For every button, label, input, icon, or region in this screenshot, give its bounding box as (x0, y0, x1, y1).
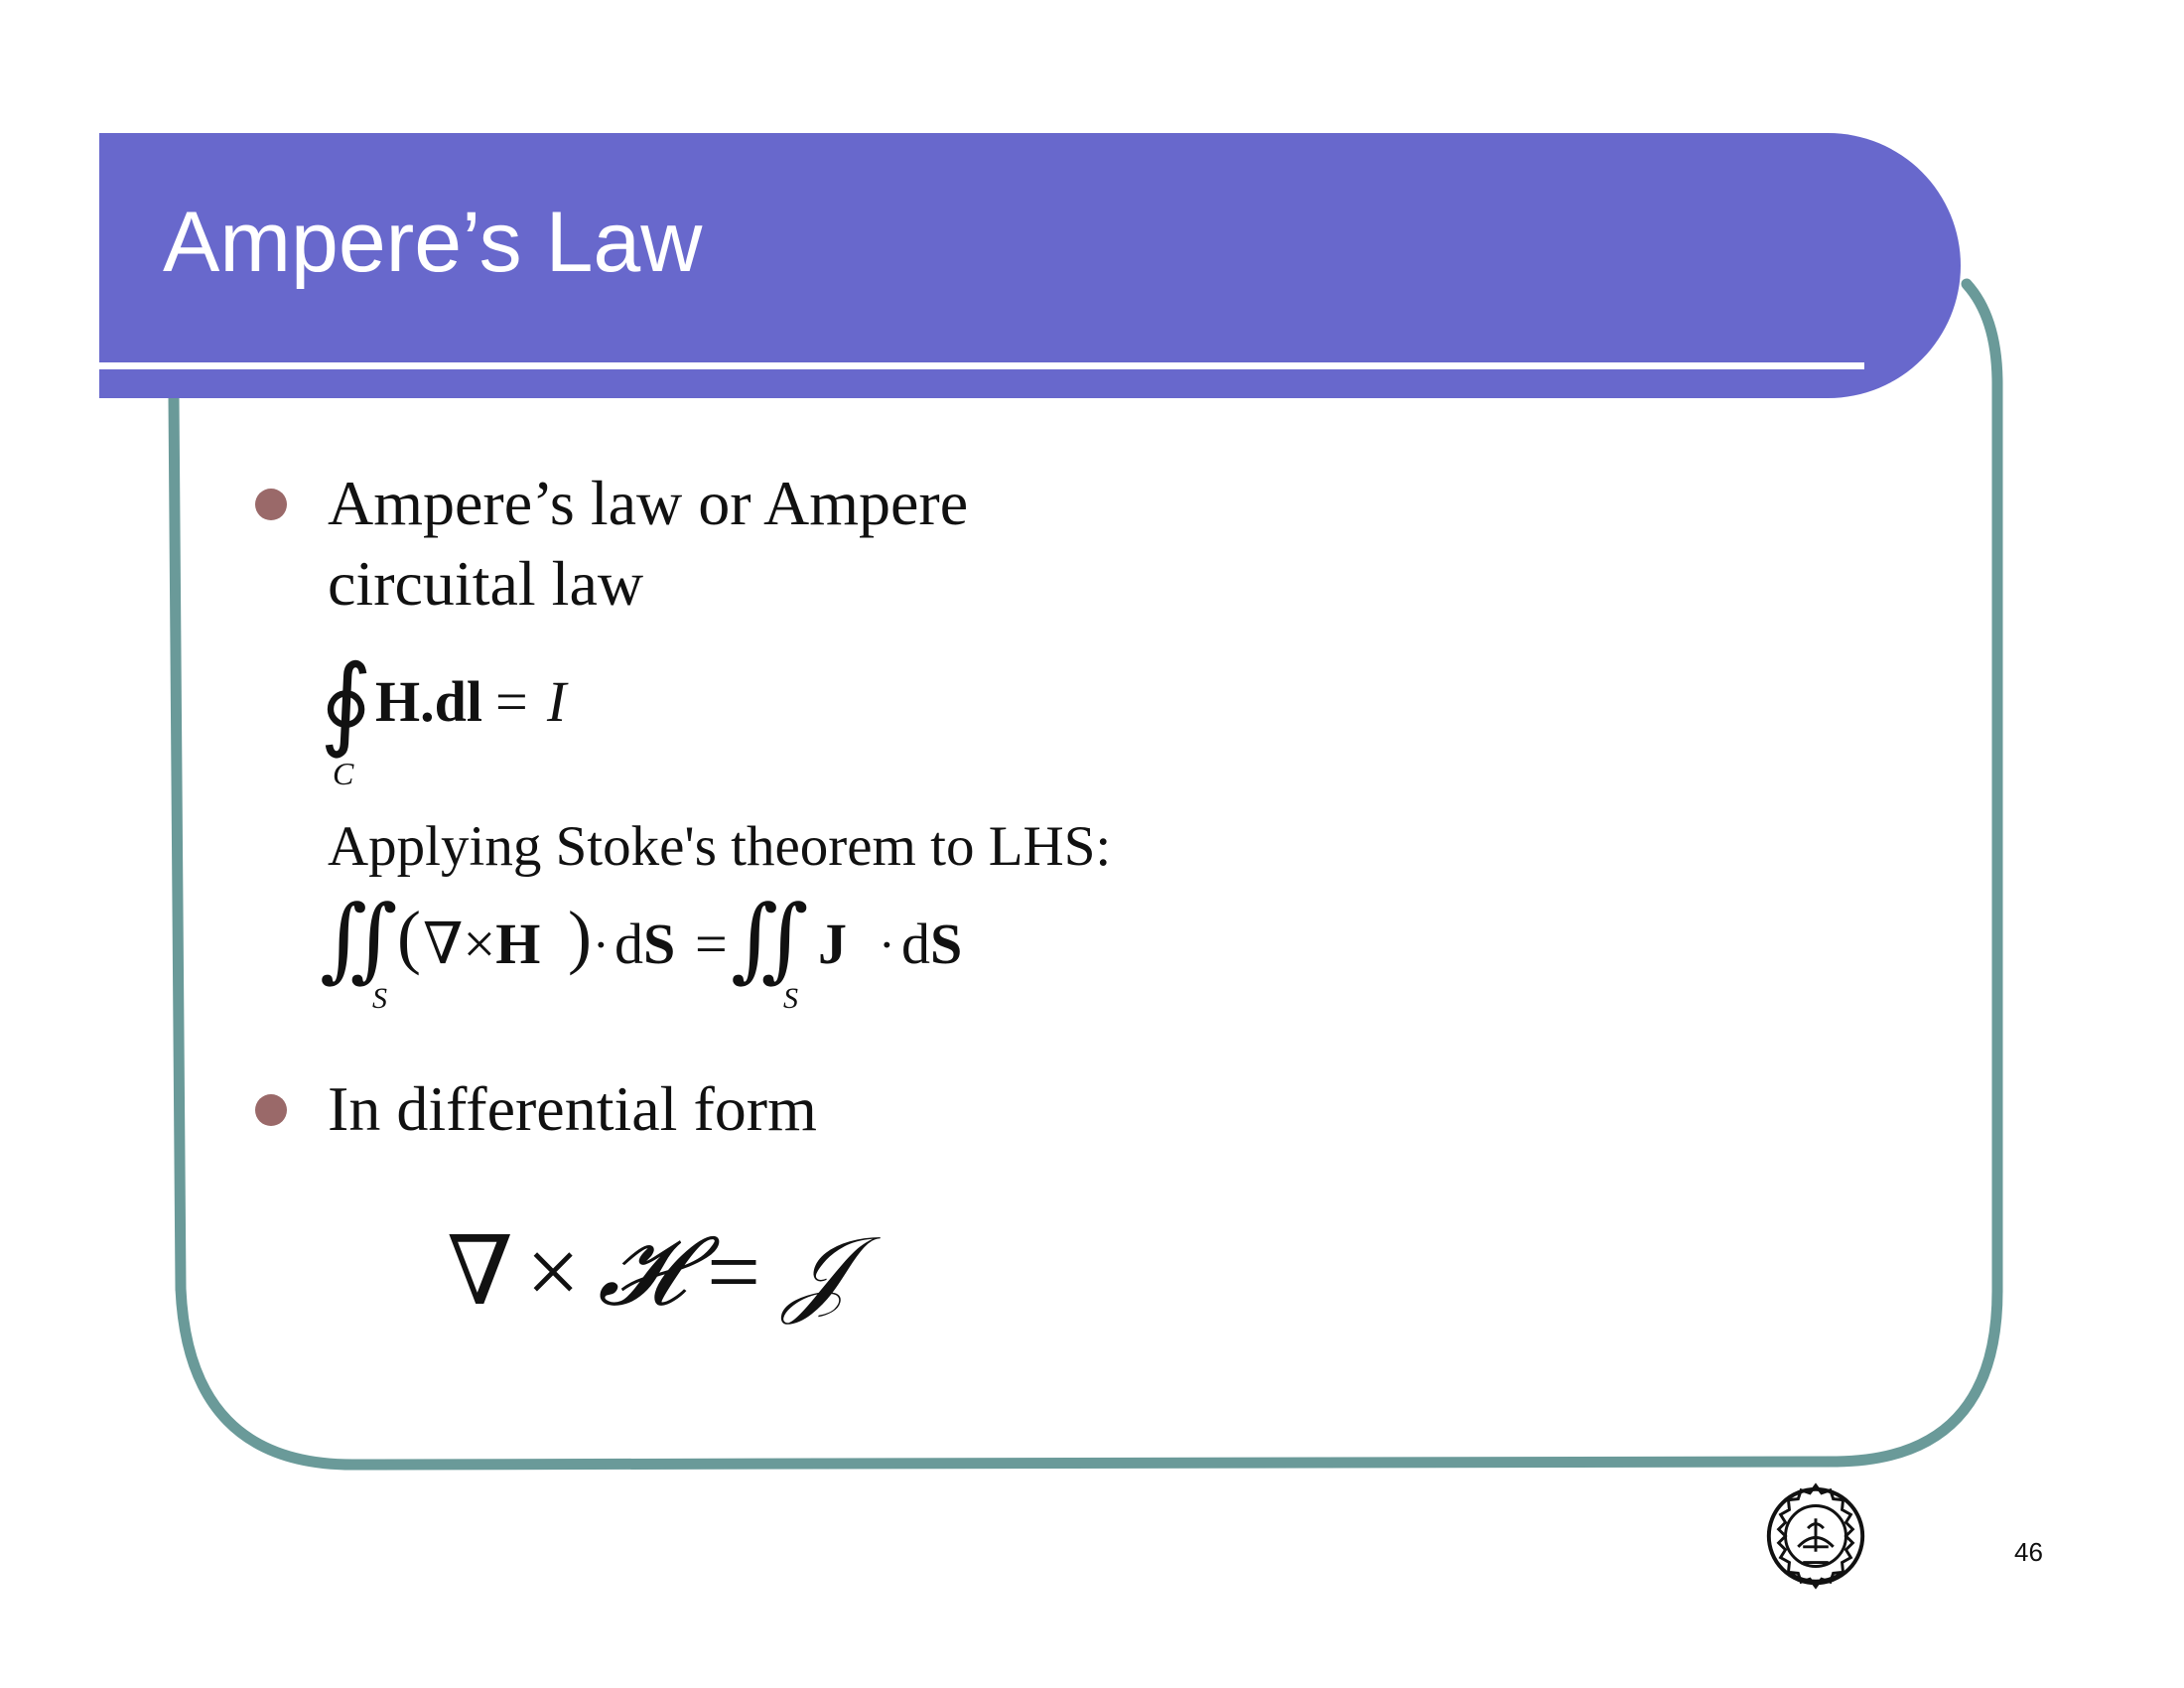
curl-expression (423, 912, 541, 976)
stokes-equals: = (695, 912, 728, 976)
script-j: 𝒥 (784, 1218, 851, 1325)
surface-vector-left: S (643, 912, 676, 976)
contour-integral-symbol: ∮ (320, 647, 373, 760)
bullet-icon (255, 489, 287, 520)
institute-seal-icon (1757, 1477, 1874, 1595)
close-paren: ) (568, 897, 592, 976)
nabla-symbol: ∇ (447, 1218, 514, 1325)
surface-element-right (901, 912, 963, 976)
cross-symbol: × (526, 1218, 581, 1325)
differential-d-right: d (901, 912, 930, 976)
open-paren: ( (397, 897, 421, 976)
contour-subscript: C (333, 756, 354, 791)
ampere-integral-equation (320, 647, 617, 804)
integral-lhs: H.dl (375, 669, 482, 734)
title-underline (99, 362, 1864, 369)
surface-integral-left: ∬ (320, 889, 398, 990)
stokes-caption: Applying Stoke's theorem to LHS: (328, 815, 1112, 878)
surface-subscript-right: S (783, 982, 798, 1015)
bullet-2-line-1: In differential form (328, 1073, 817, 1144)
integral-equals: = (495, 669, 528, 734)
dot-operator-left: · (593, 916, 610, 972)
differential-equals: = (707, 1218, 761, 1325)
nabla-times: ∇× (423, 912, 496, 976)
bullet-1-line-1: Ampere’s law or Ampere (328, 468, 969, 538)
bullet-icon (255, 1094, 287, 1126)
script-h: 𝓗 (598, 1218, 684, 1325)
differential-d-left: d (614, 912, 643, 976)
integral-rhs: I (547, 669, 567, 734)
page-number: 46 (2014, 1537, 2043, 1567)
current-density: J (818, 912, 847, 976)
slide-title: Ampere’s Law (163, 195, 703, 290)
dot-operator-right: · (879, 916, 895, 972)
differential-equation (447, 1218, 864, 1343)
field-h: H (495, 912, 541, 976)
bullet-1-line-2: circuital law (328, 548, 644, 619)
surface-subscript-left: S (372, 982, 387, 1015)
surface-vector-right: S (930, 912, 963, 976)
stokes-equation (320, 889, 965, 1028)
surface-integral-right: ∬ (731, 889, 809, 990)
surface-element-left (614, 912, 676, 976)
